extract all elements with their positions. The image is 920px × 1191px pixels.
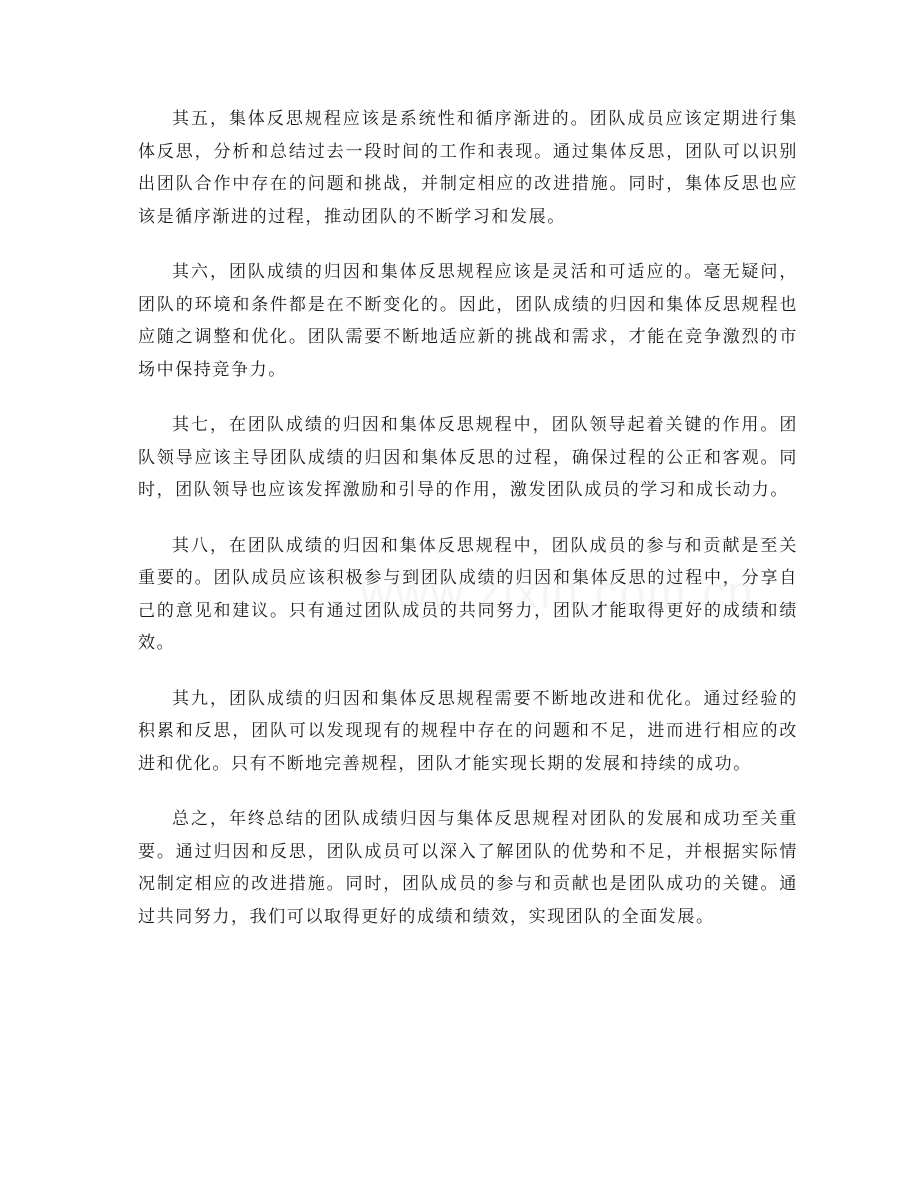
paragraph-9: 其九，团队成绩的归因和集体反思规程需要不断地改进和优化。通过经验的积累和反思，团队可以发现现有的规程中存在的问题和不足，进而进行相应的改进和优化。只有不断地完善规程，团队才能实现长期的发展和持续的成功。 [138, 688, 798, 774]
paragraph-conclusion: 总之，年终总结的团队成绩归因与集体反思规程对团队的发展和成功至关重要。通过归因和反思，团队成员可以深入了解团队的优势和不足，并根据实际情况制定相应的改进措施。同时，团队成员的参与和贡献也是团队成功的关键。通过共同努力，我们可以取得更好的成绩和绩效，实现团队的全面发展。 [138, 809, 798, 927]
paragraph-8: 其八，在团队成绩的归因和集体反思规程中，团队成员的参与和贡献是至关重要的。团队成员应该积极参与到团队成绩的归因和集体反思的过程中，分享自己的意见和建议。只有通过团队成员的共同努力，团队才能取得更好的成绩和绩效。 [138, 535, 798, 653]
paragraph-6: 其六，团队成绩的归因和集体反思规程应该是灵活和可适应的。毫无疑问，团队的环境和条件都是在不断变化的。因此，团队成绩的归因和集体反思规程也应随之调整和优化。团队需要不断地适应新的挑战和需求，才能在竞争激烈的市场中保持竞争力。 [138, 262, 798, 380]
paragraph-7: 其七，在团队成绩的归因和集体反思规程中，团队领导起着关键的作用。团队领导应该主导团队成绩的归因和集体反思的过程，确保过程的公正和客观。同时，团队领导也应该发挥激励和引导的作用，激发团队成员的学习和成长动力。 [138, 415, 798, 500]
paragraph-5: 其五，集体反思规程应该是系统性和循序渐进的。团队成员应该定期进行集体反思，分析和总结过去一段时间的工作和表现。通过集体反思，团队可以识别出团队合作中存在的问题和挑战，并制定相应的改进措施。同时，集体反思也应该是循序渐进的过程，推动团队的不断学习和发展。 [138, 109, 798, 227]
document-body [138, 103, 798, 956]
